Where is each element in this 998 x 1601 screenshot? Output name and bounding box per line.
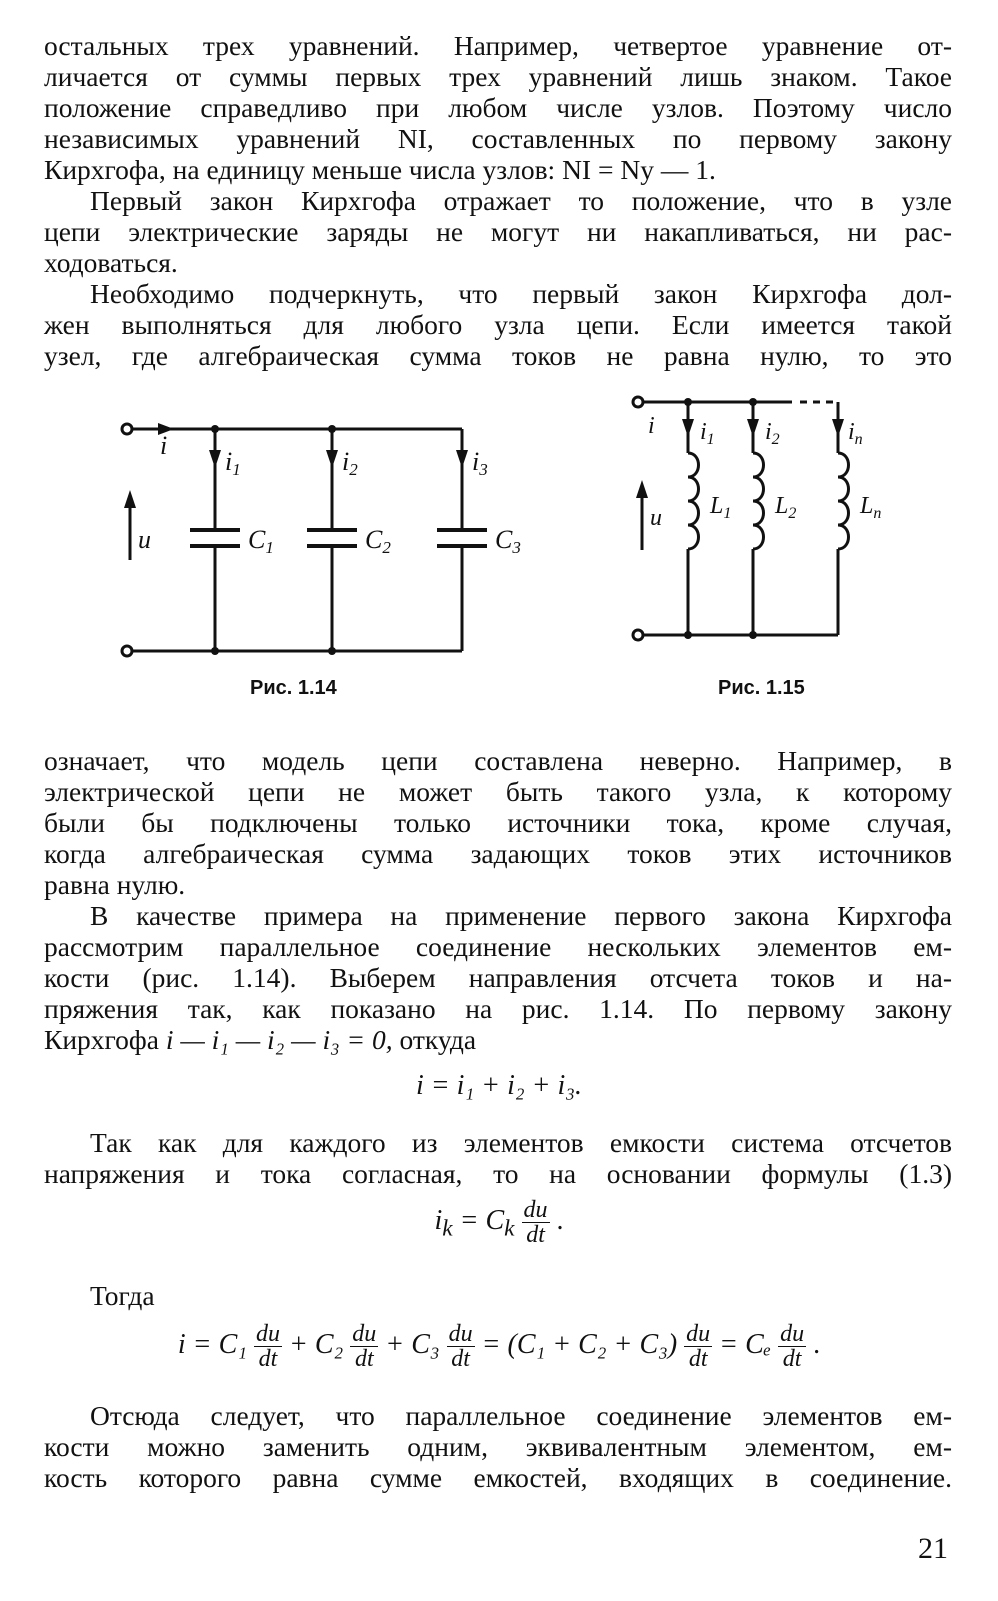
- text-line: положение справедливо при любом числе узлов. Поэтому число: [44, 92, 952, 123]
- kirchhoff-prefix: Кирхгофа: [44, 1024, 159, 1055]
- text-line: кости можно заменить одним, эквивалентным элементом, ем-: [44, 1431, 952, 1462]
- fig15-l1-label: $L_1$: [710, 493, 732, 522]
- equation-1: i = i₁ + i₂ + i₃.: [415, 1070, 582, 1101]
- fig14-i1-label: i1: [225, 447, 241, 479]
- fig15-i2-label: $i_2$: [765, 419, 780, 448]
- fig14-c3-label: C3: [495, 525, 521, 557]
- equation-2: $i_k = C_k$ $\frac{du}{dt}$ .: [434, 1197, 564, 1248]
- text-line: личается от суммы первых трех уравнений лишь знаком. Такое: [44, 61, 952, 92]
- kirchhoff-formula: i — i₁ — i₂ — i₃ = 0,: [165, 1024, 393, 1055]
- text-line: кость которого равна сумме емкостей, входящих в соединение.: [44, 1462, 952, 1493]
- text-line-kirchhoff: [44, 1024, 952, 1055]
- text-line: рассмотрим параллельное соединение нескольких элементов ем-: [44, 931, 952, 962]
- text-line: В качестве примера на применение первого закона Кирхгофа: [90, 900, 952, 931]
- fig15-l2-label: $L_2$: [775, 493, 797, 522]
- page-number: 21: [918, 1532, 948, 1565]
- text-line: ходоваться.: [44, 247, 178, 278]
- equation-3: i = C₁ $\frac{du}{dt}$ + C₂ $\frac{du}{dt}$ + C₃ $\frac{du}{dt}$ = (C₁ + C₂ + C₃) $\frac{du}{dt}$ = Cₑ $\frac{du}{dt}$ .: [177, 1321, 821, 1372]
- text-line: Необходимо подчеркнуть, что первый закон Кирхгофа дол-: [90, 278, 952, 309]
- text-line: Отсюда следует, что параллельное соединение элементов ем-: [90, 1400, 952, 1431]
- text-line: Кирхгофа, на единицу меньше числа узлов: NΙ = Nу — 1.: [44, 154, 716, 185]
- text-line: означает, что модель цепи составлена неверно. Например, в: [44, 745, 952, 776]
- text-line: независимых уравнений NΙ, составленных по первому закону: [44, 123, 952, 154]
- fig14-c2-label: C2: [365, 525, 391, 557]
- text-line: Первый закон Кирхгофа отражает то положение, что в узле: [90, 185, 952, 216]
- text-line: жен выполняться для любого узла цепи. Если имеется такой: [44, 309, 952, 340]
- fig14-i2-label: i2: [342, 447, 358, 479]
- fig15-ln-label: $L_n$: [860, 493, 882, 522]
- text-line: пряжения так, как показано на рис. 1.14. По первому закону: [44, 993, 952, 1024]
- fig15-in-label: $i_n$: [848, 419, 863, 448]
- figure-1-15-circuit: [620, 385, 920, 655]
- figure-1-15-caption: Рис. 1.15: [718, 677, 805, 699]
- text-line: Так как для каждого из элементов емкости система отсчетов: [90, 1127, 952, 1158]
- fig15-i1-label: $i_1$: [700, 419, 715, 448]
- fig14-i3-label: i3: [472, 447, 488, 479]
- fig14-u-label: u: [138, 525, 151, 554]
- text-line: когда алгебраическая сумма задающих токов этих источников: [44, 838, 952, 869]
- text-line: были бы подключены только источники тока, кроме случая,: [44, 807, 952, 838]
- text-line: кости (рис. 1.14). Выберем направления отсчета токов и на-: [44, 962, 952, 993]
- text-line: цепи электрические заряды не могут ни накапливаться, ни рас-: [44, 216, 952, 247]
- fig15-i-label: i: [648, 413, 655, 439]
- text-line: остальных трех уравнений. Например, четвертое уравнение от-: [44, 30, 952, 61]
- text-line: равна нулю.: [44, 869, 186, 900]
- fig14-i-label: i: [160, 431, 168, 460]
- text-line: электрической цепи не может быть такого узла, к которому: [44, 776, 952, 807]
- fig15-u-label: u: [650, 505, 662, 531]
- figure-1-14-caption: Рис. 1.14: [250, 677, 337, 699]
- kirchhoff-suffix: откуда: [399, 1024, 477, 1055]
- fig14-c1-label: C1: [248, 525, 274, 557]
- text-line: напряжения и тока согласная, то на основании формулы (1.3): [44, 1158, 952, 1189]
- text-line: узел, где алгебраическая сумма токов не равна нулю, то это: [44, 340, 952, 371]
- text-line: Тогда: [90, 1280, 155, 1311]
- figure-1-14-circuit: [110, 400, 530, 670]
